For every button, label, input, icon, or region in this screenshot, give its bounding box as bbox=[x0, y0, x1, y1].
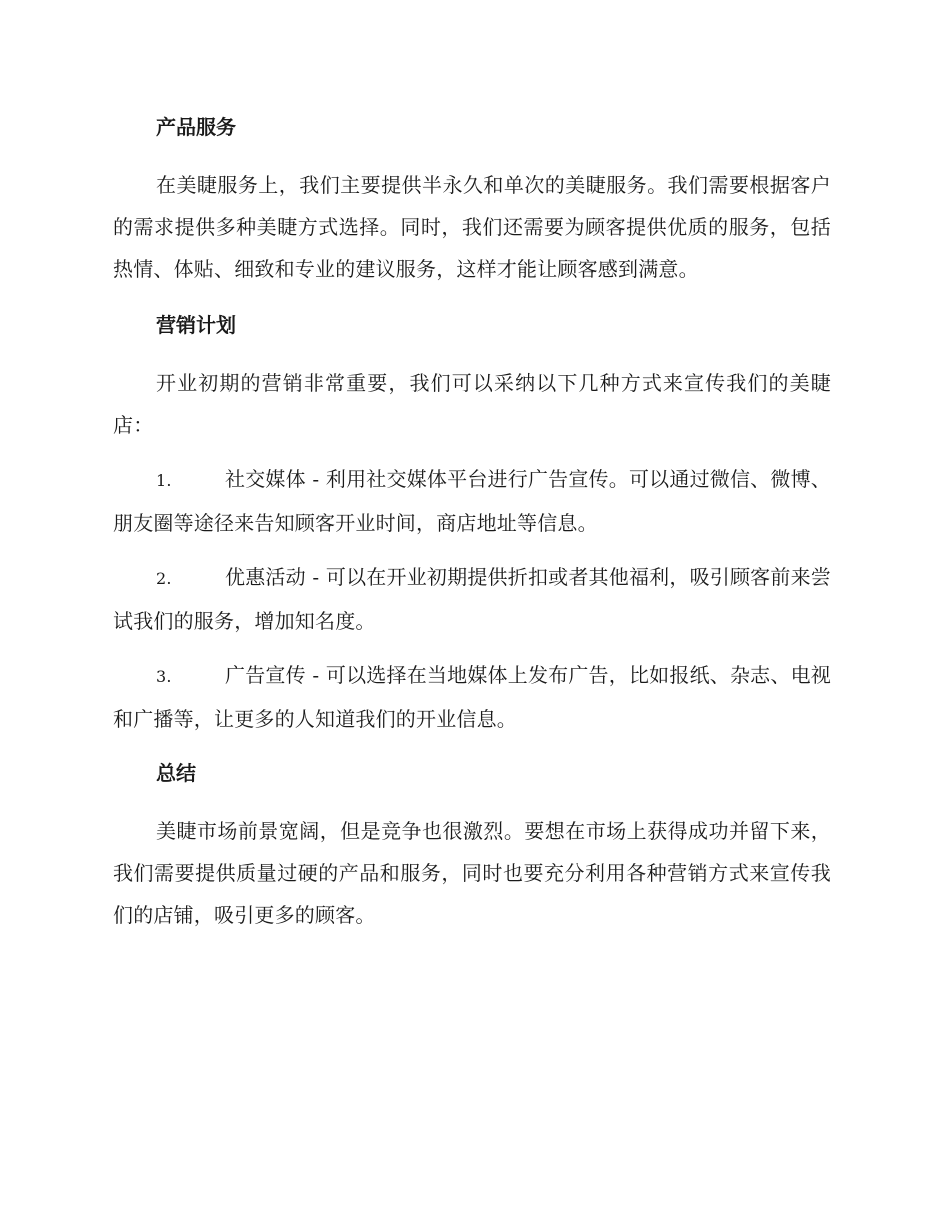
marketing-list bbox=[113, 458, 831, 740]
paragraph-summary: 美睫市场前景宽阔，但是竞争也很激烈。要想在市场上获得成功并留下来，我们需要提供质量过硬的产品和服务，同时也要充分利用各种营销方式来宣传我们的店铺，吸引更多的顾客。 bbox=[113, 819, 831, 927]
heading-summary: 总结 bbox=[156, 761, 196, 785]
paragraph-product-service: 在美睫服务上，我们主要提供半永久和单次的美睫服务。我们需要根据客户的需求提供多种美睫方式选择。同时，我们还需要为顾客提供优质的服务，包括热情、体贴、细致和专业的建议服务，这样才能让顾客感到满意。 bbox=[113, 173, 831, 281]
list-item bbox=[113, 654, 831, 740]
list-item-number: 3. bbox=[156, 667, 172, 686]
heading-marketing-plan: 营销计划 bbox=[156, 313, 236, 337]
list-item-number: 2. bbox=[156, 569, 172, 588]
list-item bbox=[113, 556, 831, 642]
document-body bbox=[113, 106, 831, 950]
list-item-number: 1. bbox=[156, 471, 172, 490]
heading-product-service: 产品服务 bbox=[156, 115, 236, 139]
list-item-text: 优惠活动 - 可以在开业初期提供折扣或者其他福利，吸引顾客前来尝试我们的服务，增加知名度。 bbox=[113, 565, 831, 633]
list-item-text: 社交媒体 - 利用社交媒体平台进行广告宣传。可以通过微信、微博、朋友圈等途径来告知顾客开业时间，商店地址等信息。 bbox=[113, 467, 831, 535]
list-item bbox=[113, 458, 831, 544]
paragraph-marketing-intro: 开业初期的营销非常重要，我们可以采纳以下几种方式来宣传我们的美睫店： bbox=[113, 371, 831, 437]
list-item-text: 广告宣传 - 可以选择在当地媒体上发布广告，比如报纸、杂志、电视和广播等，让更多的人知道我们的开业信息。 bbox=[113, 663, 831, 731]
